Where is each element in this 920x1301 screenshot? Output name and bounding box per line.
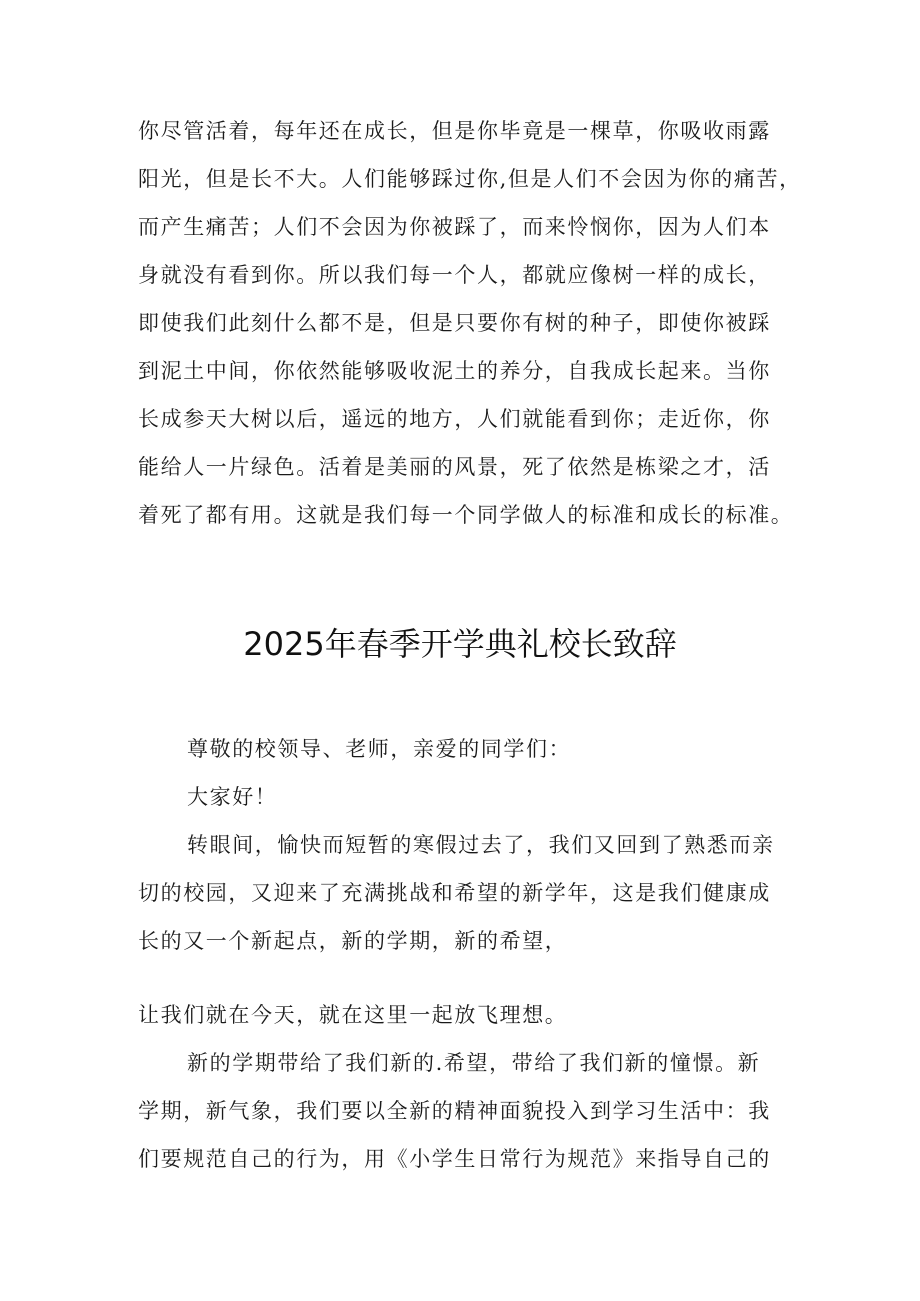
continuation-line-7: 长成参天大树以后，遥远的地方，人们就能看到你；走近你，你 (138, 407, 771, 431)
greeting: 大家好！ (187, 785, 278, 809)
continuation-line-4: 身就没有看到你。所以我们每一个人，都就应像树一样的成长， (138, 263, 771, 287)
paragraph3-line-3: 们要规范自己的行为，用《小学生日常行为规范》来指导自己的 (138, 1147, 771, 1171)
continuation-line-2: 阳光，但是长不大。人们能够踩过你,但是人们不会因为你的痛苦， (138, 167, 802, 191)
continuation-line-3: 而产生痛苦；人们不会因为你被踩了，而来怜悯你，因为人们本 (138, 215, 771, 239)
document-title: 2025年春季开学典礼校长致辞 (243, 625, 677, 663)
paragraph3-line-2: 学期，新气象，我们要以全新的精神面貌投入到学习生活中：我 (138, 1099, 771, 1123)
salutation: 尊敬的校领导、老师，亲爱的同学们： (187, 737, 572, 761)
paragraph2-line-1: 让我们就在今天，就在这里一起放飞理想。 (138, 1003, 568, 1027)
continuation-line-1: 你尽管活着，每年还在成长，但是你毕竟是一棵草，你吸收雨露 (138, 119, 771, 143)
paragraph1-line-2: 切的校园，又迎来了充满挑战和希望的新学年，这是我们健康成 (138, 881, 771, 905)
paragraph3-line-1: 新的学期带给了我们新的.希望，带给了我们新的憧憬。新 (187, 1051, 761, 1075)
continuation-line-6: 到泥土中间，你依然能够吸收泥土的养分，自我成长起来。当你 (138, 359, 771, 383)
paragraph1-line-3: 长的又一个新起点，新的学期，新的希望， (138, 929, 568, 953)
continuation-line-9: 着死了都有用。这就是我们每一个同学做人的标准和成长的标准。 (138, 503, 794, 527)
paragraph1-line-1: 转眼间，愉快而短暂的寒假过去了，我们又回到了熟悉而亲 (187, 833, 775, 857)
continuation-line-8: 能给人一片绿色。活着是美丽的风景，死了依然是栋梁之才，活 (138, 455, 771, 479)
continuation-line-5: 即使我们此刻什么都不是，但是只要你有树的种子，即使你被踩 (138, 311, 771, 335)
